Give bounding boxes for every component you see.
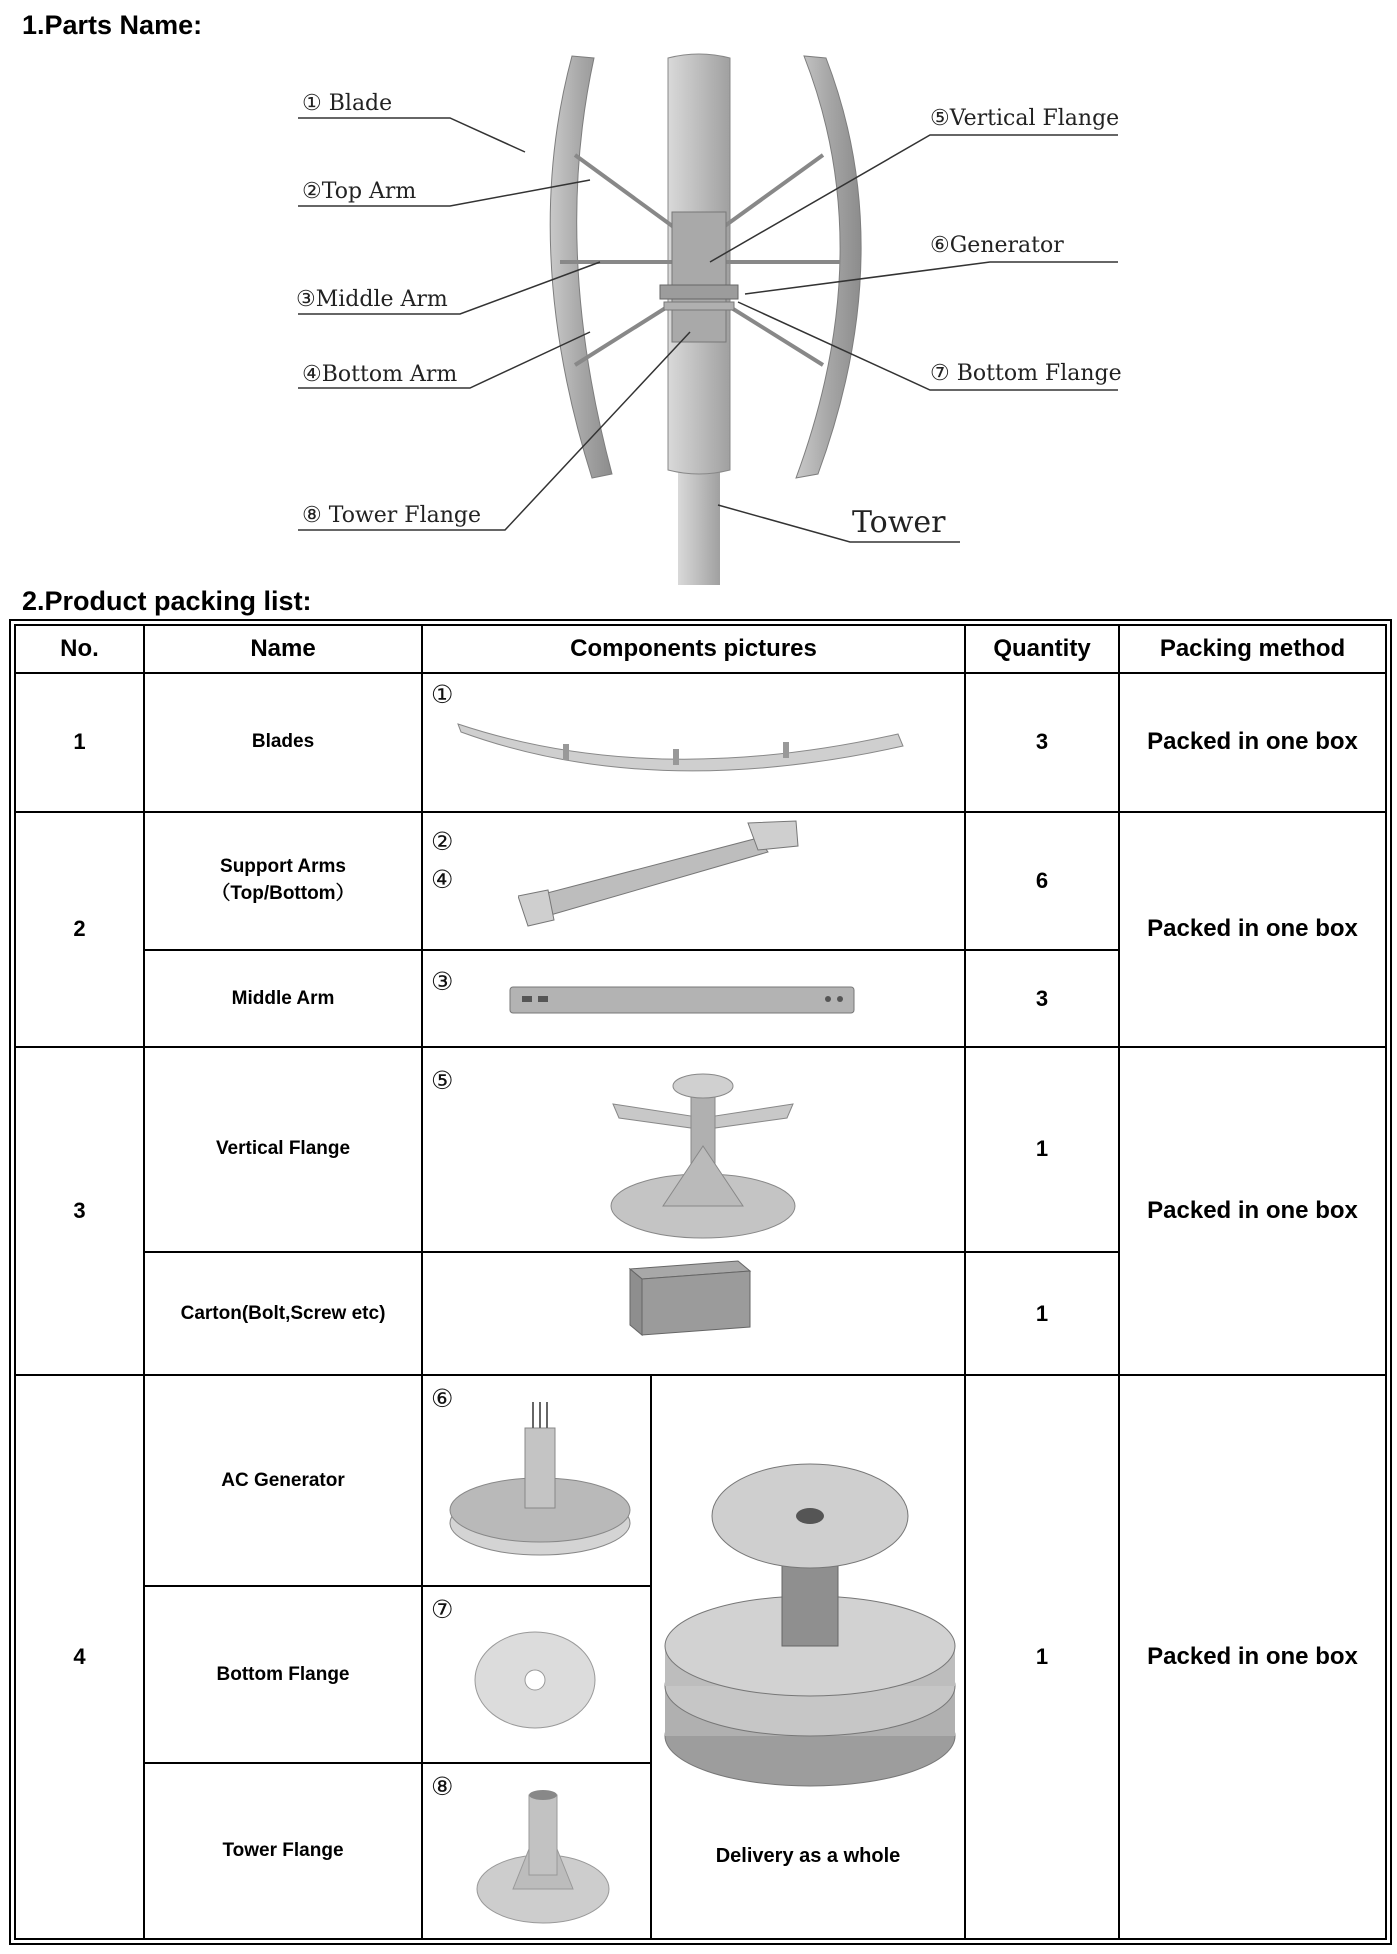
label-bottom-arm: ④Bottom Arm xyxy=(302,362,458,387)
component-name: Vertical Flange xyxy=(144,1047,422,1252)
delivery-note: Delivery as a whole xyxy=(715,1845,901,1867)
assembly-picture-cell xyxy=(651,1375,965,1939)
header-name: Name xyxy=(144,625,422,673)
assembly-picture xyxy=(662,1446,957,1806)
label-blade: ① Blade xyxy=(302,91,393,116)
row-number: 4 xyxy=(15,1375,144,1939)
tower-shape xyxy=(678,460,720,585)
packing-list-table xyxy=(14,624,1387,1940)
label-bottom-flange: ⑦ Bottom Flange xyxy=(930,361,1122,386)
component-picture-cell xyxy=(422,1586,651,1763)
label-tower-flange: ⑧ Tower Flange xyxy=(302,503,481,528)
table-row xyxy=(15,1047,1386,1252)
row-number: 1 xyxy=(15,673,144,812)
bottom-flange-picture xyxy=(473,1622,598,1732)
quantity: 3 xyxy=(965,950,1119,1046)
packing-method: Packed in one box xyxy=(1119,1375,1386,1939)
marker-7: ⑦ xyxy=(431,1595,454,1625)
marker-6: ⑥ xyxy=(431,1384,454,1414)
component-name-line-2: （Top/Bottom） xyxy=(211,883,355,905)
label-vertical-flange: ⑤Vertical Flange xyxy=(930,106,1120,131)
carton-picture xyxy=(628,1257,753,1337)
turbine-parts-diagram xyxy=(0,40,1397,585)
component-name-line-1: Support Arms xyxy=(220,856,346,878)
quantity: 1 xyxy=(965,1252,1119,1376)
packing-method: Packed in one box xyxy=(1119,1047,1386,1376)
label-middle-arm: ③Middle Arm xyxy=(296,287,448,312)
row-number: 3 xyxy=(15,1047,144,1376)
header-packing-method: Packing method xyxy=(1119,625,1386,673)
component-name: Tower Flange xyxy=(144,1763,422,1939)
support-arm-picture xyxy=(518,818,838,938)
component-name xyxy=(144,812,422,951)
marker-5: ⑤ xyxy=(431,1065,454,1095)
blade-picture xyxy=(453,694,933,794)
component-picture-cell xyxy=(422,1763,651,1939)
left-blade-shape xyxy=(550,56,612,478)
component-name: Blades xyxy=(144,673,422,812)
marker-1: ① xyxy=(431,680,454,709)
packing-method: Packed in one box xyxy=(1119,673,1386,812)
label-top-arm: ②Top Arm xyxy=(302,179,417,204)
component-name: AC Generator xyxy=(144,1375,422,1586)
packing-method: Packed in one box xyxy=(1119,812,1386,1047)
component-name: Carton(Bolt,Screw etc) xyxy=(144,1252,422,1376)
table-header-row xyxy=(15,625,1386,673)
ac-generator-picture xyxy=(445,1398,635,1568)
marker-3: ③ xyxy=(431,967,454,997)
component-picture-cell xyxy=(422,950,965,1046)
tower-flange-picture xyxy=(473,1789,613,1929)
generator-shape xyxy=(660,285,738,299)
header-components-pictures: Components pictures xyxy=(422,625,965,673)
table-row xyxy=(15,812,1386,951)
vertical-flange-picture xyxy=(603,1066,803,1246)
component-picture-cell xyxy=(422,1047,965,1252)
table-row xyxy=(15,1375,1386,1586)
component-picture-cell xyxy=(422,1375,651,1586)
row-number: 2 xyxy=(15,812,144,1047)
packing-list-title: 2.Product packing list: xyxy=(22,586,312,616)
header-no: No. xyxy=(15,625,144,673)
table-row xyxy=(15,673,1386,812)
component-name: Bottom Flange xyxy=(144,1586,422,1763)
component-name: Middle Arm xyxy=(144,950,422,1046)
component-picture-cell xyxy=(422,673,965,812)
component-picture-cell xyxy=(422,1252,965,1376)
quantity: 1 xyxy=(965,1375,1119,1939)
label-tower: Tower xyxy=(852,505,946,540)
marker-8: ⑧ xyxy=(431,1772,454,1802)
label-generator: ⑥Generator xyxy=(930,233,1064,258)
header-quantity: Quantity xyxy=(965,625,1119,673)
quantity: 3 xyxy=(965,673,1119,812)
component-picture-cell xyxy=(422,812,965,951)
marker-4: ④ xyxy=(431,864,454,894)
quantity: 6 xyxy=(965,812,1119,951)
marker-2: ② xyxy=(431,826,454,856)
parts-name-title: 1.Parts Name: xyxy=(22,10,203,40)
hub-shape xyxy=(672,212,726,342)
right-blade-shape xyxy=(796,56,861,478)
quantity: 1 xyxy=(965,1047,1119,1252)
middle-arm-picture xyxy=(508,981,858,1021)
